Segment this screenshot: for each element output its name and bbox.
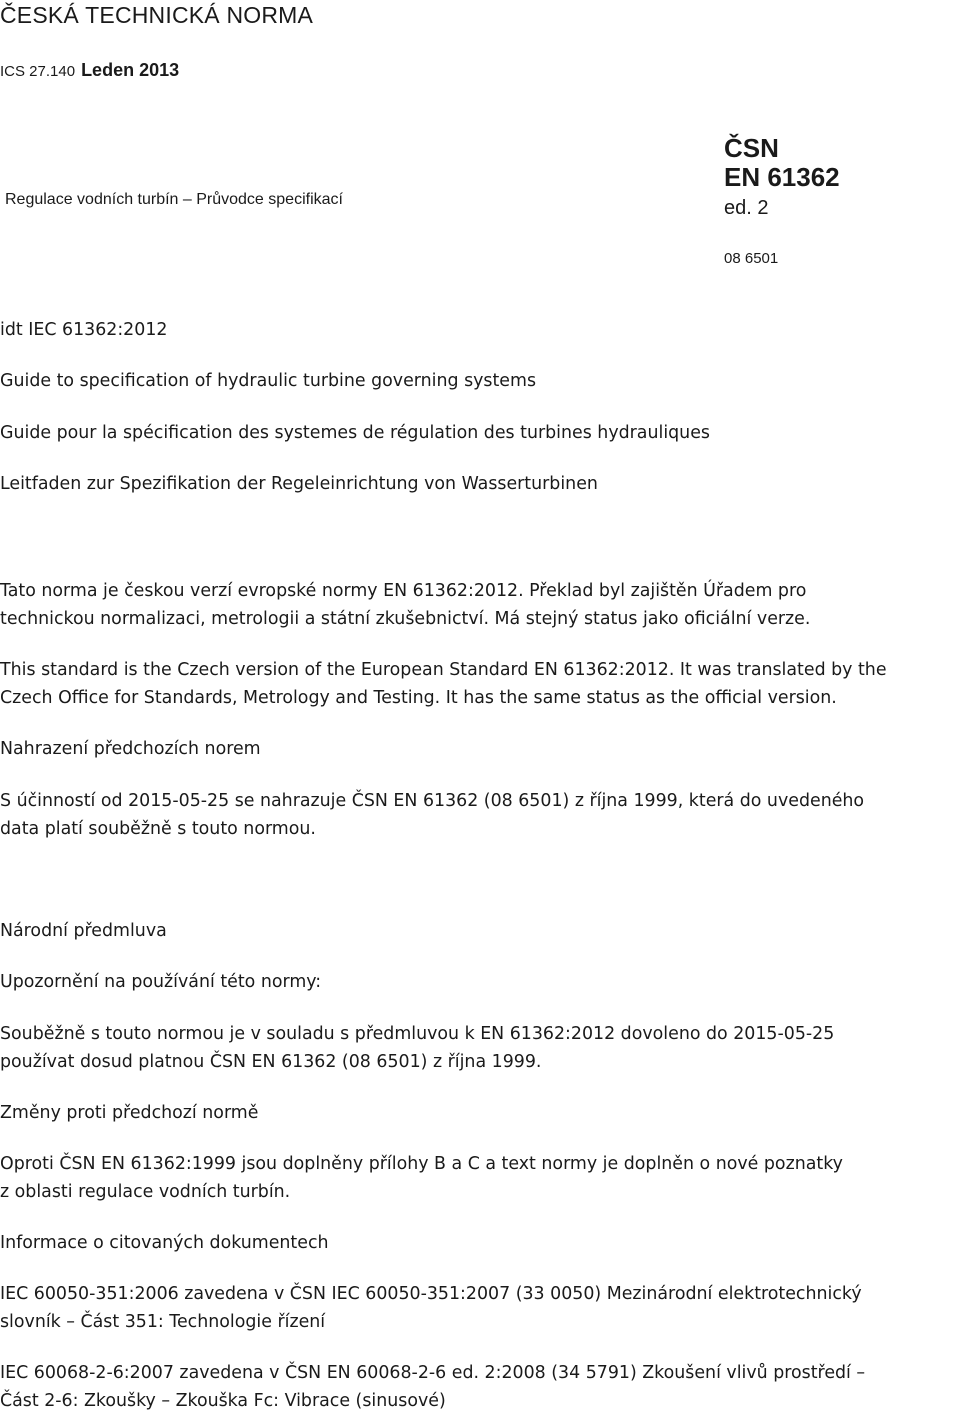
notice-line-1: Souběžně s touto normou je v souladu s předmluvou k EN 61362:2012 dovoleno do 2015-05-25: [0, 1024, 835, 1044]
designation-number: EN 61362: [724, 162, 840, 192]
english-intro-line-2: Czech Office for Standards, Metrology and Testing. It has the same status as the official version.: [0, 688, 837, 708]
title-english: Guide to specification of hydraulic turbine governing systems: [0, 371, 537, 391]
foreword-heading: Národní předmluva: [0, 921, 167, 941]
ics-code: ICS 27.140: [0, 63, 76, 80]
changes-line-1: Oproti ČSN EN 61362:1999 jsou doplněny přílohy B a C a text normy je doplněn o nové poznatky: [0, 1154, 843, 1174]
replacement-line-1: S účinností od 2015-05-25 se nahrazuje ČSN EN 61362 (08 6501) z října 1999, která do uvedeného: [0, 791, 865, 811]
title-german: Leitfaden zur Spezifikation der Regeleinrichtung von Wasserturbinen: [0, 474, 598, 494]
issue-date: Leden 2013: [81, 60, 180, 80]
cited-document-1-line-1: IEC 60050-351:2006 zavedena v ČSN IEC 60050-351:2007 (33 0050) Mezinárodní elektrotechnický: [0, 1284, 862, 1304]
cited-document-2-line-1: IEC 60068-2-6:2007 zavedena v ČSN EN 60068-2-6 ed. 2:2008 (34 5791) Zkoušení vlivů prostředí –: [0, 1363, 866, 1383]
replacement-line-2: data platí souběžně s touto normou.: [0, 819, 316, 839]
cited-document-1-line-2: slovník – Část 351: Technologie řízení: [0, 1312, 326, 1332]
standard-subject: Regulace vodních turbín – Průvodce specifikací: [5, 191, 343, 208]
changes-line-2: z oblasti regulace vodních turbín.: [0, 1182, 291, 1202]
replacement-heading: Nahrazení předchozích norem: [0, 739, 261, 759]
title-french: Guide pour la spécification des systemes de régulation des turbines hydrauliques: [0, 423, 710, 443]
standard-designation: [724, 134, 840, 192]
edition: ed. 2: [724, 197, 769, 219]
czech-intro-line-2: technickou normalizaci, metrologii a státní zkušebnictví. Má stejný status jako oficiální verze.: [0, 609, 811, 629]
english-intro-line-1: This standard is the Czech version of the European Standard EN 61362:2012. It was translated by the: [0, 660, 887, 680]
cited-documents-heading: Informace o citovaných dokumentech: [0, 1233, 329, 1253]
czech-intro-line-1: Tato norma je českou verzí evropské normy EN 61362:2012. Překlad byl zajištěn Úřadem pro: [0, 581, 807, 601]
ics-line: [0, 60, 179, 81]
notice-line-2: používat dosud platnou ČSN EN 61362 (08 6501) z října 1999.: [0, 1052, 542, 1072]
cited-document-2-line-2: Část 2-6: Zkoušky – Zkouška Fc: Vibrace (sinusové): [0, 1391, 446, 1411]
idt-reference: idt IEC 61362:2012: [0, 320, 168, 340]
document-type-title: ČESKÁ TECHNICKÁ NORMA: [0, 2, 314, 28]
changes-heading: Změny proti předchozí normě: [0, 1103, 259, 1123]
notice-heading: Upozornění na používání této normy:: [0, 972, 322, 992]
classification-code: 08 6501: [724, 250, 779, 267]
designation-csn: ČSN: [724, 133, 779, 163]
